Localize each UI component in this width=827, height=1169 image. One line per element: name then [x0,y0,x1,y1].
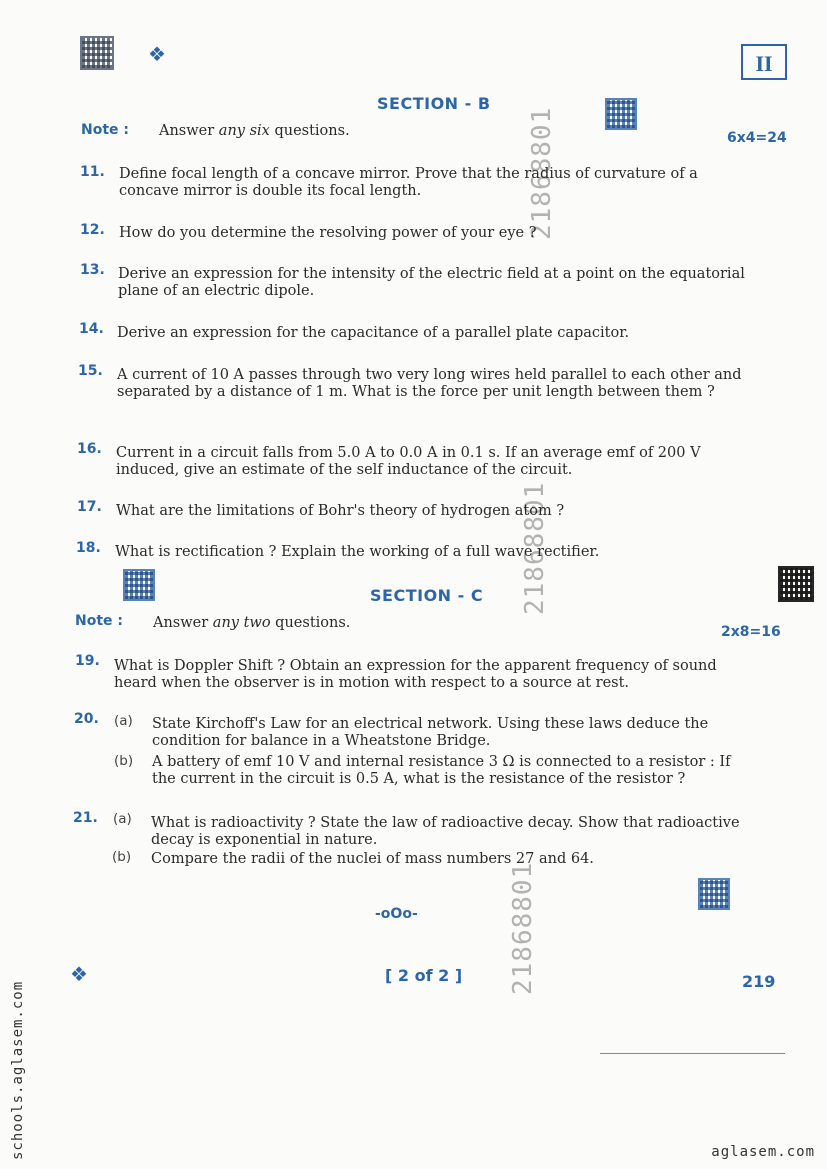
watermark-right: aglasem.com [711,1144,815,1160]
question-number: 14. [79,321,104,337]
qr-code-icon [605,98,637,130]
watermark-left: schools.aglasem.com [10,980,26,1160]
question-text: Compare the radii of the nuclei of mass numbers 27 and 64. [151,851,594,867]
question-text: A battery of emf 10 V and internal resistance 3 Ω is connected to a resistor : If the current in the circuit is 0.5 A, what is the resistance of the resistor ? [152,754,731,787]
serial-stamp: 21868801 [520,481,550,615]
qr-code-icon [123,569,155,601]
question-text: State Kirchoff's Law for an electrical network. Using these laws deduce the condition for balance in a Wheatstone Bridge. [152,716,709,749]
section-c-title: SECTION - C [370,586,484,605]
section-b-note: Answer any six questions. [159,123,350,139]
note-label: Note : [81,122,129,138]
question-text: Current in a circuit falls from 5.0 A to 0.0 A in 0.1 s. If an average emf of 200 V induced, give an estimate of the self inductance of the circuit. [116,445,701,478]
set-label: II [741,44,787,80]
subpart-label: (b) [114,753,134,769]
question-text: What is rectification ? Explain the working of a full wave rectifier. [115,544,600,560]
divider [600,1053,785,1054]
question-number: 11. [80,164,105,180]
subpart-label: (a) [113,811,132,827]
section-b-title: SECTION - B [377,94,491,113]
question-number: 15. [78,363,103,379]
question-text: What is radioactivity ? State the law of radioactive decay. Show that radioactive decay is exponential in nature. [151,815,740,848]
question-number: 12. [80,222,105,238]
section-b-marks: 6x4=24 [727,130,787,146]
diamond-ornament-icon: ❖ [70,962,88,986]
paper-code: 219 [742,972,776,991]
question-number: 18. [76,540,101,556]
question-text: Derive an expression for the capacitance of a parallel plate capacitor. [117,325,630,341]
question-text: How do you determine the resolving power of your eye ? [119,225,537,241]
question-number: 19. [75,653,100,669]
section-c-marks: 2x8=16 [721,624,781,640]
question-number: 13. [80,262,105,278]
serial-stamp: 21868801 [527,106,557,240]
question-text: Define focal length of a concave mirror. Prove that the radius of curvature of a concave mirror is double its focal length. [119,166,698,199]
section-c-note: Answer any two questions. [153,615,351,631]
question-text: What are the limitations of Bohr's theory of hydrogen atom ? [116,503,565,519]
serial-stamp: 21868801 [508,861,538,995]
question-number: 20. [74,711,99,727]
question-number: 21. [73,810,98,826]
diamond-ornament-icon: ❖ [148,42,166,66]
note-label: Note : [75,613,123,629]
question-text: What is Doppler Shift ? Obtain an expression for the apparent frequency of sound heard when the observer is in motion with respect to a source at rest. [114,658,717,691]
page-number: [ 2 of 2 ] [385,966,463,985]
qr-code-icon [778,566,814,602]
qr-code-icon [80,36,114,70]
question-text: A current of 10 A passes through two very long wires held parallel to each other and separated by a distance of 1 m. What is the force per unit length between them ? [117,367,742,400]
question-number: 16. [77,441,102,457]
subpart-label: (a) [114,713,133,729]
question-text: Derive an expression for the intensity of the electric field at a point on the equatorial plane of an electric dipole. [118,266,745,299]
end-mark: -oOo- [375,906,418,922]
qr-code-icon [698,878,730,910]
subpart-label: (b) [112,849,132,865]
question-number: 17. [77,499,102,515]
